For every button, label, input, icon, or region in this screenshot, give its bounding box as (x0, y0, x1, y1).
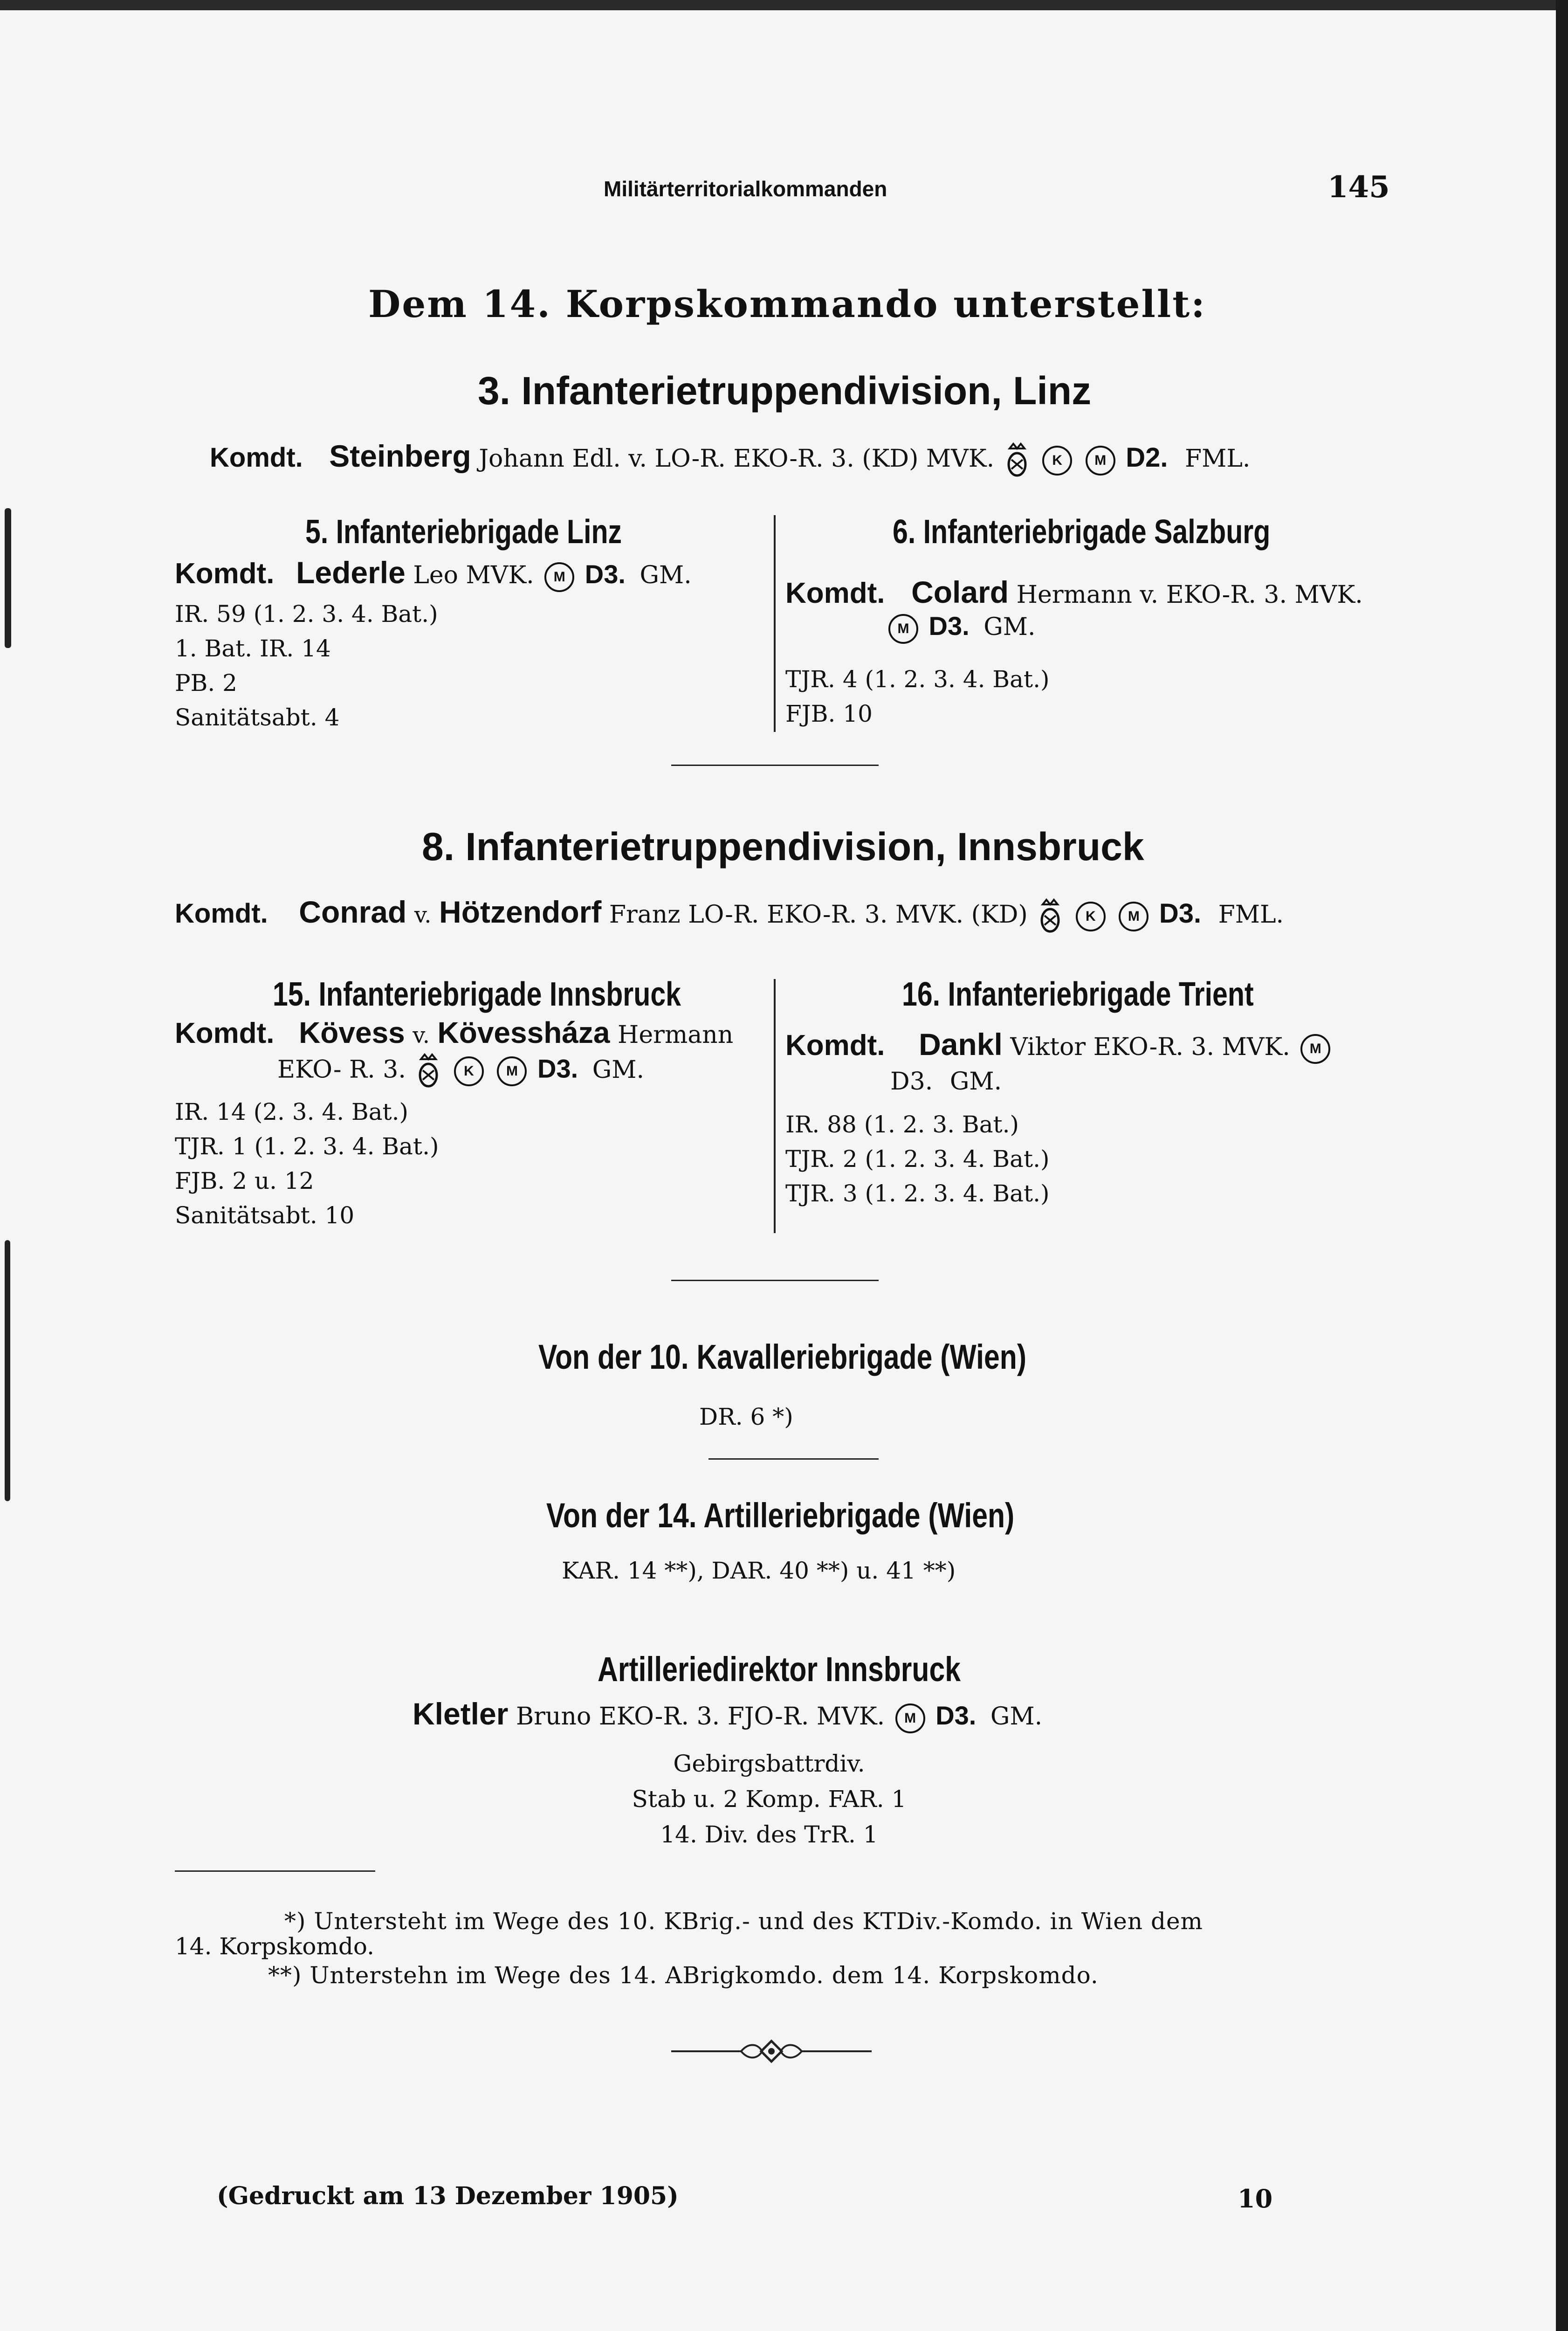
commander-details: Johann Edl. v. LO-R. EKO-R. 3. (KD) MVK. (479, 445, 995, 473)
k-decoration-icon: K (1042, 446, 1072, 476)
commander-name: Colard (911, 575, 1009, 609)
d-class: D3. (1159, 898, 1202, 929)
unit-entry: TJR. 3 (1. 2. 3. 4. Bat.) (785, 1180, 1050, 1207)
unit-entry: TJR. 4 (1. 2. 3. 4. Bat.) (785, 666, 1050, 693)
commander-details: Viktor EKO-R. 3. MVK. (1010, 1033, 1290, 1061)
rank: GM. (640, 561, 692, 589)
section-divider (671, 765, 879, 766)
unit-list (785, 662, 1049, 731)
brigade-commander-line-continued (890, 1068, 1002, 1096)
crown-order-icon (416, 1053, 440, 1090)
division-commander-line (210, 438, 1250, 479)
scan-edge-right (1556, 0, 1568, 2331)
crown-order-icon (1005, 442, 1029, 479)
binding-mark (5, 1240, 10, 1501)
commander-name-2: Kövessháza (437, 1016, 610, 1049)
unit-entry: 1. Bat. IR. 14 (175, 635, 331, 662)
cavalry-units: DR. 6 *) (699, 1403, 793, 1430)
unit-entry: FJB. 2 u. 12 (175, 1167, 314, 1194)
brigade-commander-line-continued (277, 1053, 644, 1090)
brigade-commander-line (175, 555, 692, 592)
komdt-label: Komdt. (175, 558, 275, 590)
d-class: D3. (928, 611, 970, 641)
brigade-commander-line (785, 1027, 1333, 1064)
m-decoration-icon: M (1300, 1034, 1330, 1064)
artillery-units: KAR. 14 **), DAR. 40 **) u. 41 **) (562, 1557, 956, 1584)
division-title: 3. Infanterietruppendivision, Linz (478, 369, 1092, 413)
m-decoration-icon: M (1086, 446, 1115, 476)
commander-name: Dankl (919, 1027, 1003, 1062)
section-divider (708, 1458, 879, 1460)
brigade-title: 16. Infanteriebrigade Trient (902, 976, 1254, 1013)
rank: FML. (1218, 901, 1284, 929)
commander-name: Lederle (296, 555, 406, 590)
rank: GM. (592, 1055, 644, 1084)
commander-details: Bruno EKO-R. 3. FJO-R. MVK. (516, 1703, 885, 1731)
rank: GM. (983, 613, 1036, 641)
unit-entry: Stab u. 2 Komp. FAR. 1 (632, 1786, 907, 1813)
unit-list (175, 597, 438, 735)
komdt-label: Komdt. (785, 1029, 885, 1062)
unit-entry: FJB. 10 (785, 700, 873, 727)
commander-first-name: Hermann (618, 1021, 734, 1049)
d-class: D3. (585, 559, 626, 589)
unit-entry: IR. 88 (1. 2. 3. Bat.) (785, 1111, 1019, 1138)
column-divider (774, 979, 776, 1233)
division-title: 8. Infanterietruppendivision, Innsbruck (422, 825, 1144, 869)
footnote-2: **) Unterstehn im Wege des 14. ABrigkomdo. dem 14. Korpskomdo. (268, 1962, 1099, 1989)
commander-details: EKO- R. 3. (277, 1055, 406, 1084)
footnote-rule (175, 1870, 375, 1872)
unit-entry: Sanitätsabt. 4 (175, 704, 340, 731)
artillery-director-line (413, 1696, 1042, 1733)
scan-edge-top (0, 0, 1568, 10)
artillery-director-title: Artilleriedirektor Innsbruck (598, 1650, 961, 1689)
unit-entry: 14. Div. des TrR. 1 (660, 1821, 878, 1848)
m-decoration-icon: M (888, 614, 918, 644)
footnote-1: *) Untersteht im Wege des 10. KBrig.- und des KTDiv.-Komdo. in Wien dem (284, 1908, 1203, 1935)
unit-entry: Sanitätsabt. 10 (175, 1202, 355, 1229)
section-title: Dem 14. Korpskommando unterstellt: (368, 282, 1206, 326)
unit-entry: TJR. 2 (1. 2. 3. 4. Bat.) (785, 1145, 1050, 1172)
footnote-1-continued: 14. Korpskomdo. (175, 1933, 375, 1960)
d-class: D2. (1126, 442, 1168, 473)
commander-name-2: Hötzendorf (439, 895, 602, 929)
k-decoration-icon: K (454, 1056, 484, 1086)
sheet-number: 10 (1238, 2184, 1273, 2214)
commander-name: Kövess (299, 1016, 405, 1049)
ornament-icon (671, 2037, 872, 2065)
komdt-label: Komdt. (175, 898, 268, 929)
commander-details: Franz LO-R. EKO-R. 3. MVK. (KD) (609, 901, 1028, 929)
d-class: D3. (890, 1068, 933, 1096)
commander-details: Hermann v. EKO-R. 3. MVK. (1016, 581, 1363, 609)
m-decoration-icon: M (497, 1056, 527, 1086)
commander-name: Steinberg (329, 439, 471, 473)
m-decoration-icon: M (1119, 902, 1148, 931)
page-number: 145 (1327, 170, 1390, 205)
cavalry-title: Von der 10. Kavalleriebrigade (Wien) (538, 1338, 1027, 1376)
m-decoration-icon: M (544, 562, 574, 592)
komdt-label: Komdt. (210, 442, 303, 473)
rank: GM. (990, 1703, 1043, 1731)
komdt-label: Komdt. (785, 577, 885, 609)
unit-entry: PB. 2 (175, 669, 237, 697)
commander-details: Leo MVK. (413, 561, 534, 589)
rank: GM. (949, 1068, 1002, 1096)
brigade-commander-line (785, 574, 1363, 610)
brigade-title: 15. Infanteriebrigade Innsbruck (273, 976, 681, 1013)
brigade-title: 6. Infanteriebrigade Salzburg (893, 513, 1271, 551)
unit-list (785, 1107, 1049, 1211)
m-decoration-icon: M (895, 1703, 925, 1733)
brigade-commander-line-continued (886, 611, 1036, 644)
unit-list (175, 1095, 439, 1233)
unit-entry: IR. 14 (2. 3. 4. Bat.) (175, 1098, 409, 1125)
name-particle: v. (414, 902, 432, 928)
binding-mark (5, 508, 11, 648)
print-note: (Gedruckt am 13 Dezember 1905) (217, 2182, 679, 2210)
column-divider (774, 515, 776, 732)
artillery-director-units (629, 1746, 909, 1852)
unit-entry: TJR. 1 (1. 2. 3. 4. Bat.) (175, 1133, 439, 1160)
rank: FML. (1185, 445, 1251, 473)
d-class: D3. (537, 1054, 578, 1083)
crown-order-icon (1038, 898, 1062, 935)
komdt-label: Komdt. (175, 1017, 275, 1049)
division-commander-line (175, 894, 1284, 935)
d-class: D3. (935, 1701, 977, 1730)
commander-name: Kletler (413, 1697, 509, 1731)
running-title: Militärterritorialkommanden (604, 177, 887, 201)
commander-name: Conrad (299, 895, 407, 929)
k-decoration-icon: K (1076, 902, 1106, 931)
unit-entry: IR. 59 (1. 2. 3. 4. Bat.) (175, 600, 438, 628)
section-divider (671, 1280, 879, 1281)
brigade-title: 5. Infanteriebrigade Linz (305, 513, 622, 551)
brigade-commander-line (175, 1015, 733, 1050)
name-particle: v. (413, 1022, 430, 1048)
unit-entry: Gebirgsbattrdiv. (673, 1750, 865, 1777)
artillery-title: Von der 14. Artilleriebrigade (Wien) (546, 1496, 1015, 1535)
